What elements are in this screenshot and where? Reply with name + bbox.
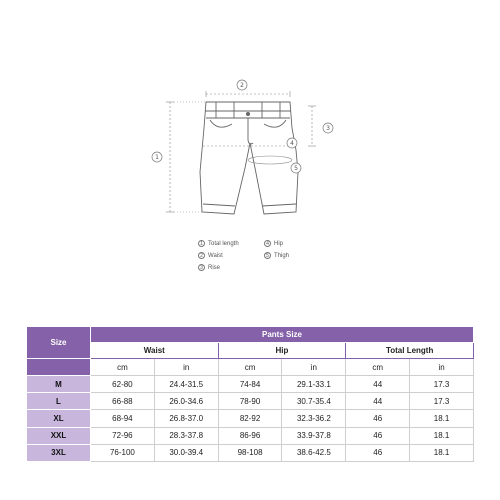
table-cell: 26.0-34.6	[154, 393, 218, 410]
group-header-waist: Waist	[91, 343, 219, 359]
svg-text:4: 4	[290, 140, 294, 148]
table-cell: 76-100	[91, 444, 155, 461]
legend-label: Waist	[208, 252, 223, 259]
table-title-row	[27, 327, 474, 343]
legend-label: Thigh	[274, 252, 290, 259]
table-cell: 82-92	[218, 410, 282, 427]
table-row	[27, 410, 474, 427]
size-label: 3XL	[27, 444, 91, 461]
table-group-row	[27, 343, 474, 359]
legend-item-total-length	[198, 240, 239, 247]
table-cell: 38.6-42.5	[282, 444, 346, 461]
unit-header: in	[154, 359, 218, 376]
legend-number: 1	[198, 240, 205, 247]
marker-1	[152, 152, 162, 162]
svg-text:2: 2	[240, 82, 244, 90]
table-row	[27, 427, 474, 444]
legend-item-thigh	[264, 252, 289, 259]
marker-3	[323, 123, 333, 133]
svg-text:1: 1	[155, 154, 159, 162]
table-cell: 46	[346, 410, 410, 427]
table-cell: 28.3-37.8	[154, 427, 218, 444]
marker-4	[287, 138, 297, 148]
table-cell: 66-88	[91, 393, 155, 410]
unit-header: cm	[218, 359, 282, 376]
table-cell: 26.8-37.0	[154, 410, 218, 427]
table-cell: 44	[346, 393, 410, 410]
marker-5	[291, 163, 301, 173]
legend-number: 2	[198, 252, 205, 259]
group-header-hip: Hip	[218, 343, 346, 359]
marker-2	[237, 80, 247, 90]
table-row	[27, 444, 474, 461]
legend-number: 3	[198, 264, 205, 271]
table-cell: 68-94	[91, 410, 155, 427]
table-cell: 18.1	[410, 410, 474, 427]
table-cell: 18.1	[410, 427, 474, 444]
unit-header: cm	[91, 359, 155, 376]
svg-text:3: 3	[326, 125, 330, 133]
table-cell: 24.4-31.5	[154, 376, 218, 393]
table-cell: 44	[346, 376, 410, 393]
table-cell: 30.7-35.4	[282, 393, 346, 410]
svg-text:5: 5	[294, 165, 298, 173]
table-unit-row	[27, 359, 474, 376]
size-label: M	[27, 376, 91, 393]
group-header-total-length: Total Length	[346, 343, 474, 359]
table-cell: 33.9-37.8	[282, 427, 346, 444]
legend-label: Hip	[274, 240, 284, 247]
table-cell: 78-90	[218, 393, 282, 410]
table-cell: 17.3	[410, 376, 474, 393]
legend-label: Rise	[208, 264, 221, 271]
legend-item-hip	[264, 240, 283, 247]
table-row	[27, 376, 474, 393]
table-cell: 62-80	[91, 376, 155, 393]
size-label: XL	[27, 410, 91, 427]
table-cell: 46	[346, 427, 410, 444]
legend-label: Total length	[208, 240, 239, 247]
table-cell: 18.1	[410, 444, 474, 461]
table-cell: 30.0-39.4	[154, 444, 218, 461]
table-cell: 29.1-33.1	[282, 376, 346, 393]
table-row	[27, 393, 474, 410]
table-title: Pants Size	[91, 327, 474, 343]
shorts-outline	[200, 102, 298, 214]
table-cell: 72-96	[91, 427, 155, 444]
table-cell: 17.3	[410, 393, 474, 410]
size-header: Size	[27, 327, 91, 359]
table-cell: 98-108	[218, 444, 282, 461]
unit-header: in	[282, 359, 346, 376]
size-table	[26, 326, 474, 462]
table-cell: 74-84	[218, 376, 282, 393]
unit-header: in	[410, 359, 474, 376]
table-cell: 32.3-36.2	[282, 410, 346, 427]
size-chart-table	[26, 326, 474, 462]
size-label: XXL	[27, 427, 91, 444]
legend-item-waist	[198, 252, 223, 259]
unit-row-spacer	[27, 359, 91, 376]
table-cell: 86-96	[218, 427, 282, 444]
legend-number: 4	[264, 240, 271, 247]
unit-header: cm	[346, 359, 410, 376]
table-cell: 46	[346, 444, 410, 461]
legend-item-rise	[198, 264, 220, 271]
size-label: L	[27, 393, 91, 410]
legend-number: 5	[264, 252, 271, 259]
